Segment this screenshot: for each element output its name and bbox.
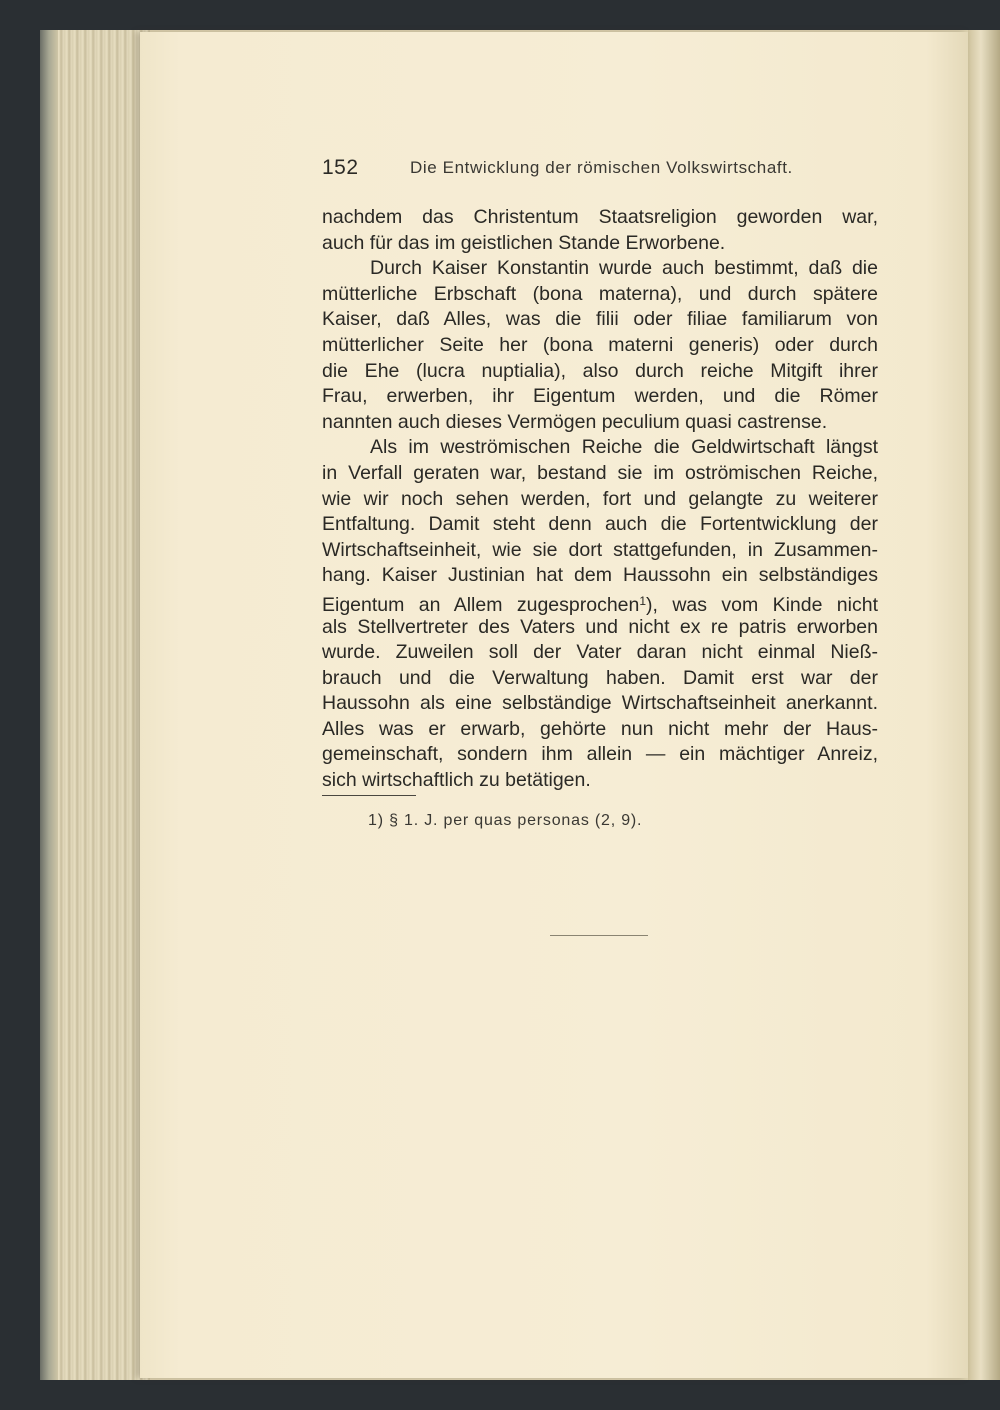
- faint-show-through-rule: [550, 935, 648, 936]
- text-line: nachdem das Christentum Staatsreligion geworden war,: [322, 206, 878, 228]
- text-line: wurde. Zuweilen soll der Vater daran nicht einmal Nieß-: [322, 641, 878, 664]
- text-line: Frau, erwerben, ihr Eigentum werden, und die Römer: [322, 385, 878, 408]
- text-line: nannten auch dieses Vermögen peculium quasi castrense.: [322, 410, 828, 433]
- text-line: brauch und die Verwaltung haben. Damit erst war der: [322, 666, 878, 689]
- footnote-divider: [322, 795, 416, 796]
- text-line-with-footnote: [322, 589, 878, 615]
- text-line: mütterlicher Seite her (bona materni generis) oder durch: [322, 333, 878, 356]
- text-line: auch für das im geistlichen Stande Erworbene.: [322, 231, 726, 254]
- text-line: Alles was er erwarb, gehörte nun nicht mehr der Haus-: [322, 717, 878, 740]
- text-line: Haussohn als eine selbständige Wirtschaftseinheit anerkannt.: [322, 692, 878, 715]
- text-line: Wirtschaftseinheit, wie sie dort stattgefunden, in Zusammen-: [322, 538, 878, 561]
- text-line: Entfaltung. Damit steht denn auch die Fortentwicklung der: [322, 513, 878, 536]
- text-line: Als im weströmischen Reiche die Geldwirtschaft längst: [370, 436, 878, 459]
- body-text: [322, 205, 878, 794]
- text-line: hang. Kaiser Justinian hat dem Haussohn ein selbständiges: [322, 564, 878, 587]
- text-line: gemeinschaft, sondern ihm allein — ein mächtiger Anreiz,: [322, 743, 878, 766]
- footnote-marker[interactable]: 1: [639, 593, 647, 608]
- running-title: Die Entwicklung der römischen Volkswirtschaft.: [410, 158, 793, 177]
- text-line: die Ehe (lucra nuptialia), also durch reiche Mitgift ihrer: [322, 359, 878, 382]
- text-line: mütterliche Erbschaft (bona materna), und durch spätere: [322, 282, 878, 305]
- text-line: in Verfall geraten war, bestand sie im oströmischen Reiche,: [322, 461, 878, 484]
- text-fragment: Eigentum an Allem zugesprochen: [322, 593, 640, 616]
- footnote: 1) § 1. J. per quas personas (2, 9).: [368, 812, 643, 829]
- running-head: [322, 156, 882, 186]
- text-line: Kaiser, daß Alles, was die filii oder filiae familiarum von: [322, 308, 878, 331]
- text-line: wie wir noch sehen werden, fort und gelangte zu weiterer: [322, 487, 878, 510]
- text-line: sich wirtschaftlich zu betätigen.: [322, 769, 591, 792]
- page-number: 152: [322, 156, 359, 179]
- text-fragment: ), was vom Kinde nicht: [646, 593, 878, 616]
- page-stack-edges: [40, 30, 150, 1380]
- text-line: als Stellvertreter des Vaters und nicht ex re patris erworben: [322, 615, 878, 638]
- book-gutter: [968, 30, 1000, 1380]
- text-line: Durch Kaiser Konstantin wurde auch bestimmt, daß die: [370, 257, 878, 280]
